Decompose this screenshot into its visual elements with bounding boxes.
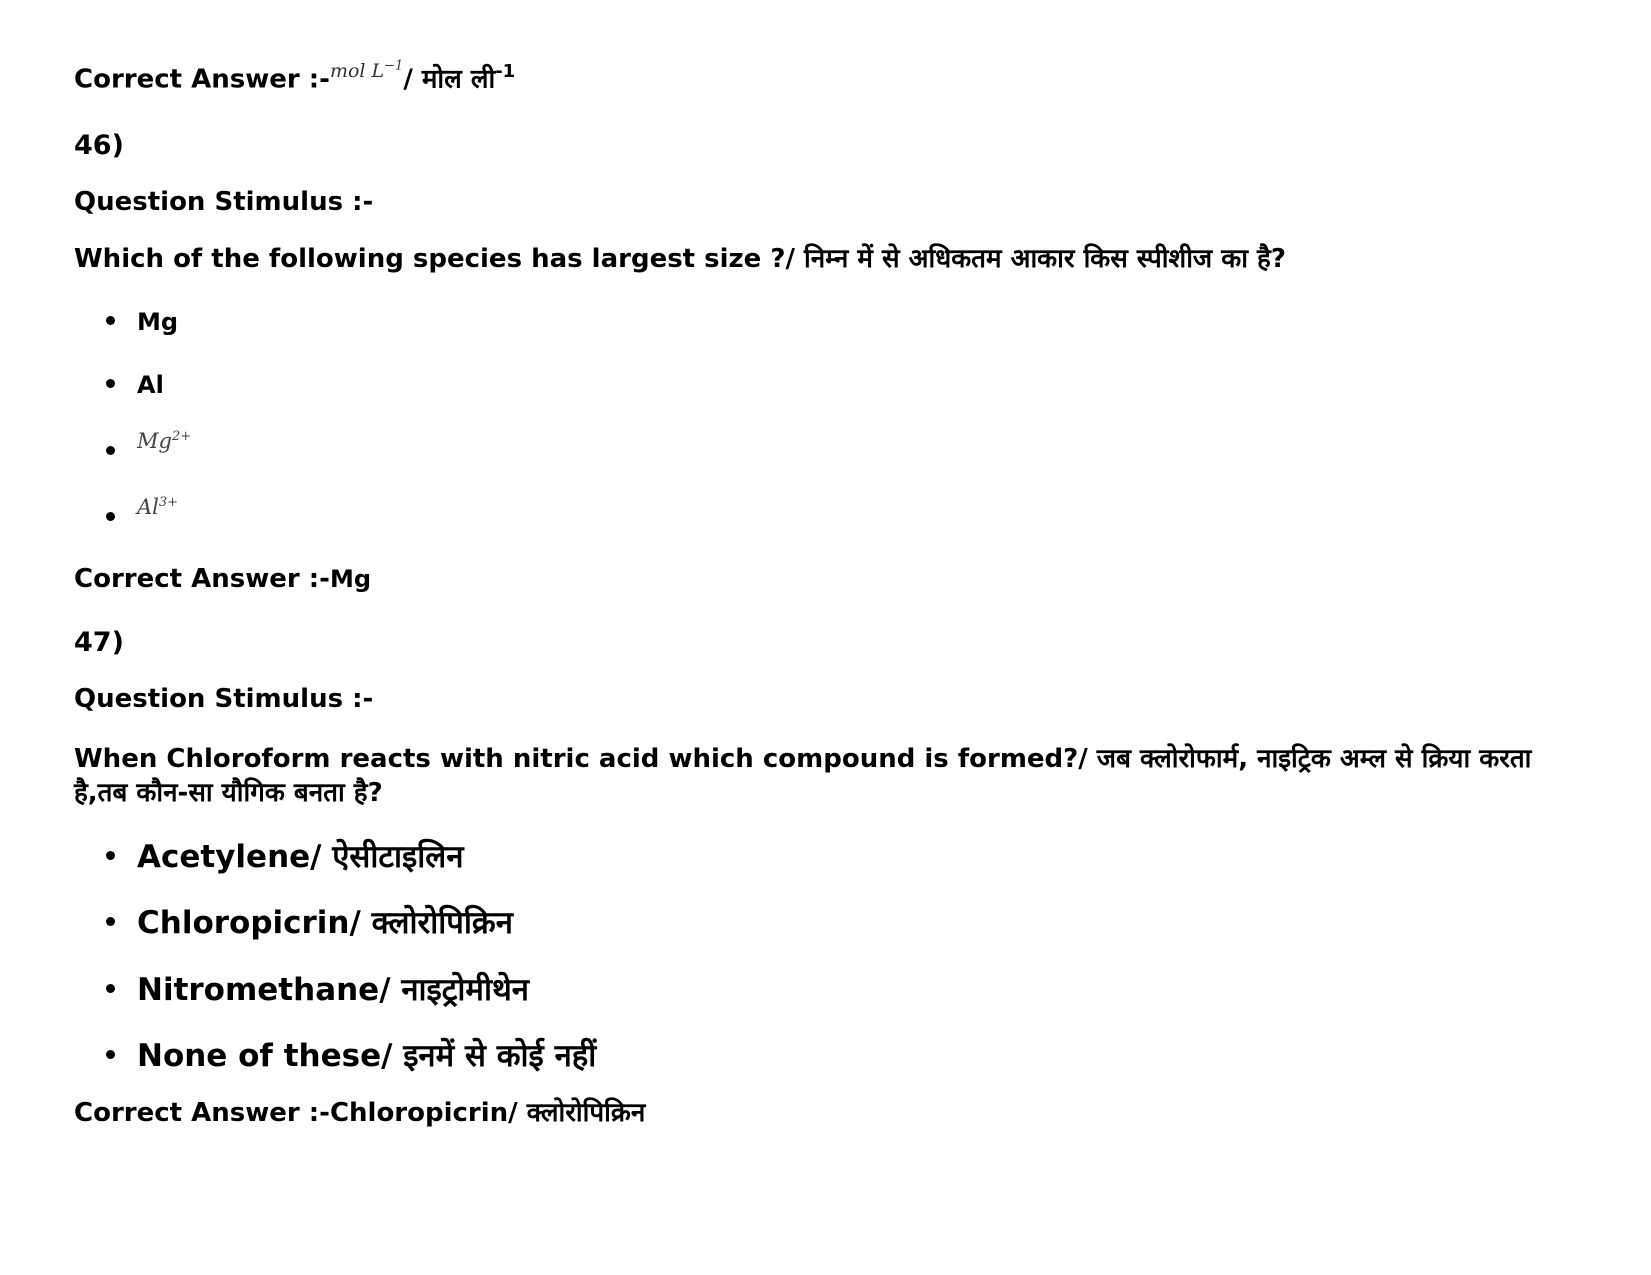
bullet-icon <box>106 379 115 388</box>
bullet-icon <box>106 512 115 521</box>
question-text: Which of the following species has largest size ?/ निम्न में से अधिकतम आकार किस स्पीशीज का है? <box>74 244 1286 274</box>
option-item: None of these/ इनमें से कोई नहीं <box>106 1034 596 1076</box>
question-number: 46) <box>74 130 124 161</box>
question-text: When Chloroform reacts with nitric acid which compound is formed?/ जब क्लोरोफार्म, नाइट्रिक अम्ल से क्रिया करता है,तब कौन-सा यौगिक बनता है? <box>74 744 1532 808</box>
question-number: 47) <box>74 627 124 658</box>
correct-answer: Correct Answer :-Chloropicrin/ क्लोरोपिक्रिन <box>74 1098 646 1128</box>
answer-math-unit: mol L−1 <box>329 59 404 83</box>
option-item: Mg <box>106 308 178 336</box>
question-stimulus-label: Question Stimulus :- <box>74 684 374 714</box>
correct-answer: Correct Answer :-Mg <box>74 564 371 594</box>
option-item: Chloropicrin/ क्लोरोपिक्रिन <box>106 901 513 943</box>
answer-hindi-unit: / मोल ली <box>403 64 496 95</box>
answer-label: Correct Answer :- <box>74 64 330 95</box>
bullet-icon <box>106 446 115 455</box>
option-item: Al <box>106 371 164 399</box>
bullet-icon <box>106 316 115 325</box>
answer-hindi-sup: -1 <box>495 61 516 83</box>
bullet-icon <box>106 1050 115 1059</box>
option-item: Nitromethane/ नाइट्रोमीथेन <box>106 968 529 1010</box>
bullet-icon <box>106 917 115 926</box>
option-item: $Al^{3+}$ <box>106 504 178 532</box>
previous-correct-answer <box>74 59 516 97</box>
option-item: Acetylene/ ऐसीटाइलिन <box>106 835 464 877</box>
bullet-icon <box>106 851 115 860</box>
option-item: $Mg^{2+}$ <box>106 438 191 466</box>
bullet-icon <box>106 984 115 993</box>
question-stimulus-label: Question Stimulus :- <box>74 187 374 217</box>
